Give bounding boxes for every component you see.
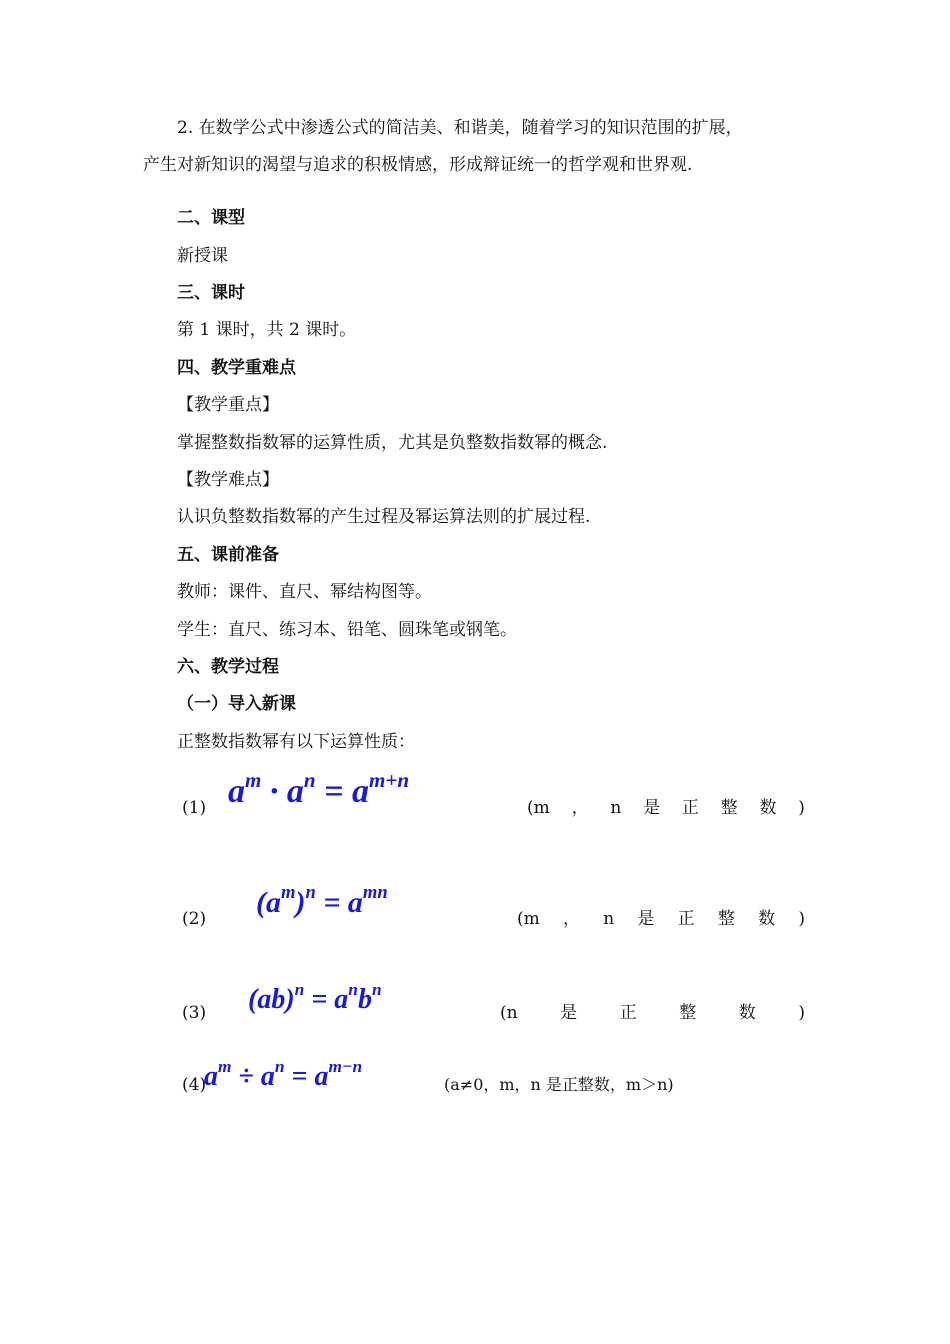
- sub-heading-introduction: （一）导入新课: [177, 694, 296, 714]
- formula-3-number: (3): [182, 1003, 207, 1023]
- formula-1-condition: (m ， n 是 正 整 数 ): [527, 798, 805, 818]
- section-heading-key-points: 四、教学重难点: [177, 358, 296, 378]
- formula-2-condition: (m ， n 是 正 整 数 ): [517, 909, 805, 929]
- student-preparation: 学生：直尺、练习本、铅笔、圆珠笔或钢笔。: [177, 620, 517, 640]
- section-heading-preparation: 五、课前准备: [177, 545, 279, 565]
- introduction-text: 正整数指数幂有以下运算性质：: [177, 732, 415, 752]
- objective-2-line-1: 2. 在数学公式中渗透公式的简洁美、和谐美，随着学习的知识范围的扩展，: [177, 118, 743, 138]
- formula-2-number: (2): [182, 909, 207, 929]
- key-point-label: 【教学重点】: [177, 395, 279, 415]
- formula-4-condition: (a≠0，m，n 是正整数，m＞n): [444, 1075, 674, 1094]
- section-heading-process: 六、教学过程: [177, 657, 279, 677]
- difficult-point-label: 【教学难点】: [177, 470, 279, 490]
- formula-2-power-rule: $(a^m)^n = a^{mn}$: [256, 882, 388, 919]
- key-point-text: 掌握整数指数幂的运算性质，尤其是负整数指数幂的概念.: [177, 433, 608, 453]
- lesson-type-text: 新授课: [177, 246, 228, 266]
- section-heading-lesson-type: 二、课型: [177, 208, 245, 228]
- formula-3-product-power-rule: $(ab)^n = a^nb^n$: [248, 980, 382, 1015]
- section-heading-periods: 三、课时: [177, 283, 245, 303]
- formula-1-product-rule: $a^m \cdot a^n = a^{m+n}$: [228, 767, 410, 810]
- difficult-point-text: 认识负整数指数幂的产生过程及幂运算法则的扩展过程.: [177, 507, 591, 527]
- formula-1-number: (1): [182, 798, 207, 818]
- objective-2-line-2: 产生对新知识的渴望与追求的积极情感，形成辩证统一的哲学观和世界观.: [143, 155, 693, 175]
- formula-4-quotient-rule: $a^m \div a^n = a^{m-n}$: [204, 1057, 363, 1092]
- formula-4-number: (4): [182, 1075, 207, 1095]
- formula-3-condition: (n 是 正 整 数 ): [500, 1003, 805, 1023]
- teacher-preparation: 教师：课件、直尺、幂结构图等。: [177, 582, 432, 602]
- periods-text: 第 1 课时，共 2 课时。: [177, 320, 357, 340]
